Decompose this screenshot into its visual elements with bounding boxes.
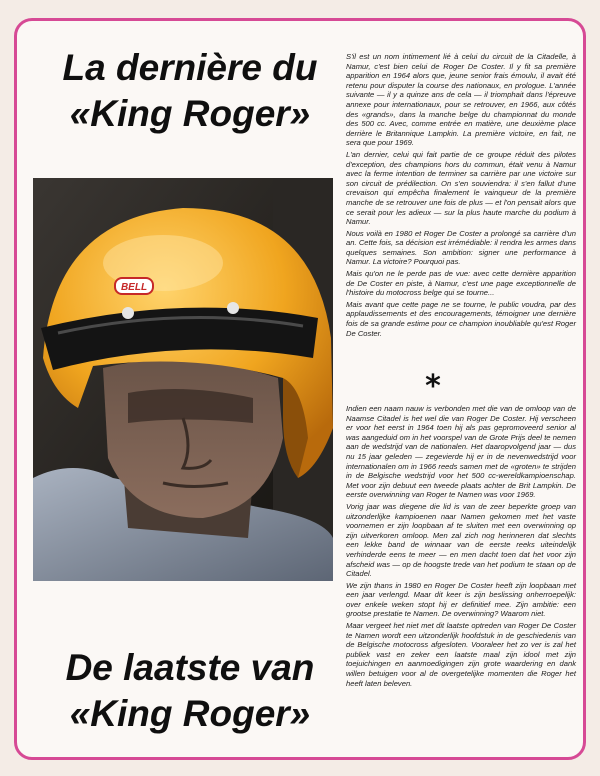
title-french-line-2: «King Roger» [69, 93, 311, 134]
title-dutch-line-1: De laatste van [65, 647, 315, 688]
french-paragraph-5: Mais avant que cette page ne se tourne, le public voudra, par des applaudissements et des encouragements, témoigner une dernière fois de sa grande estime pour ce champion inoubliable qu'est Roger De Coster. [346, 299, 576, 338]
french-paragraph-1: S'il est un nom intimement lié à celui du circuit de la Citadelle, à Namur, c'est bien celui de Roger De Coster. Il y fit sa première apparition en 1964 alors que, jeune senior frais émoulu, il avait été retenu pour disputer la course des nationaux, en prologue. L'année suivante — il y a quinze ans de cela — il triomphait dans l'épreuve annexe pour internationaux, pour se retrouver, en 1966, aux côtés des «grands», dans la manche belge du championnat du monde des 500 cc. Avec, comme entrée en matière, une deuxième place derrière le Britannique Lampkin. La première victoire, en fait, ne sera que pour 1969. [346, 52, 576, 148]
asterisk-separator: * [425, 369, 441, 404]
dutch-paragraph-1: Indien een naam nauw is verbonden met die van de omloop van de Naamse Citadel is het wel die van Roger De Coster. Hij verscheen er voor het eerst in 1964 toen hij als pas gepromoveerd senior al was aangeduid om in het voorspel van de Grote Prijs deel te nemen aan de wedstrijd van de nationalen. Het daaropvolgend jaar — dus nu 15 jaar geleden — zegevierde hij er in de nevenwedstrijd voor internationalen om in 1966 reeds samen met de «groten» te strijden in de Belgische wedstrijd voor het 500 cc-wereldkampioenschap. Met voor zijn debuut een tweede plaats achter de Brit Lampkin. De eerste overwinning van Roger te Namen was voor 1969. [346, 404, 576, 500]
visor-snap-right [227, 302, 239, 314]
dutch-paragraph-3: We zijn thans in 1980 en Roger De Coster heeft zijn loopbaan met een jaar verlengd. Maar dit keer is zijn beslissing onherroepelijk: over enkele weken stopt hij er definitief mee. Zijn ambitie: een grootse prestatie te Namen. De overwinning? Waarom niet. [346, 580, 576, 619]
rider-photo [33, 178, 333, 581]
title-dutch-line-2: «King Roger» [69, 693, 311, 734]
visor-snap-left [122, 307, 134, 319]
helmet-portrait-illustration [33, 178, 333, 581]
dutch-paragraph-2: Vorig jaar was diegene die lid is van de zeer beperkte groep van uitzonderlijke kampioenen naar Namen gekomen met het vaste voornemen er zijn loopbaan af te sluiten met een overwinning op zijn uitverkoren omloop. Men zal zich nog herinneren dat slechts een lekke band de winnaar van de eerste reeks uiteindelijk verhinderde eens te meer — en men dacht toen dat het voor zijn afscheid was — op de hoogste trede van het podium te staan op de Citadel. [346, 501, 576, 579]
title-french-line-1: La dernière du [62, 47, 318, 88]
title-french [40, 45, 340, 137]
article-dutch [346, 404, 576, 690]
dutch-paragraph-4: Maar vergeet het niet met dit laatste optreden van Roger De Coster te Namen wordt een uitzonderlijk hoofdstuk in de geschiedenis van de Belgische motocross afgesloten. Vooraleer het zo ver is zal het publiek vast en zeker een laatste maal zijn idool met zijn toejuichingen en aanmoedigingen zijn grote waardering en dank willen betuigen voor al de overgetelijke momenten die Roger het heeft laten beleven. [346, 621, 576, 688]
french-paragraph-3: Nous voilà en 1980 et Roger De Coster a prolongé sa carrière d'un an. Cette fois, sa décision est irrémédiable: il rendra les armes dans quelques semaines. Son ambition: signer une performance à Namur. La victoire? Pourquoi pas. [346, 228, 576, 267]
article-french [346, 52, 576, 340]
french-paragraph-2: L'an dernier, celui qui fait partie de ce groupe réduit des pilotes d'exception, des champions hors du commun, était venu à Namur avec la ferme intention de terminer sa carrière par une victoire sur son circuit de prédilection. On s'en souviendra: il s'en fallut d'une crevaison qui empêcha finalement le vainqueur de la première manche de se retrouver une fois de plus — et l'on pensait alors que ce serait pour les adieux — sur la plus haute marche du podium à Namur. [346, 149, 576, 227]
french-paragraph-4: Mais qu'on ne le perde pas de vue: avec cette dernière apparition de De Coster en piste, à Namur, c'est une page exceptionnelle de l'histoire du motocross belge qui se tourne... [346, 269, 576, 298]
helmet-logo-text: BELL [120, 282, 148, 293]
title-dutch [40, 645, 340, 737]
